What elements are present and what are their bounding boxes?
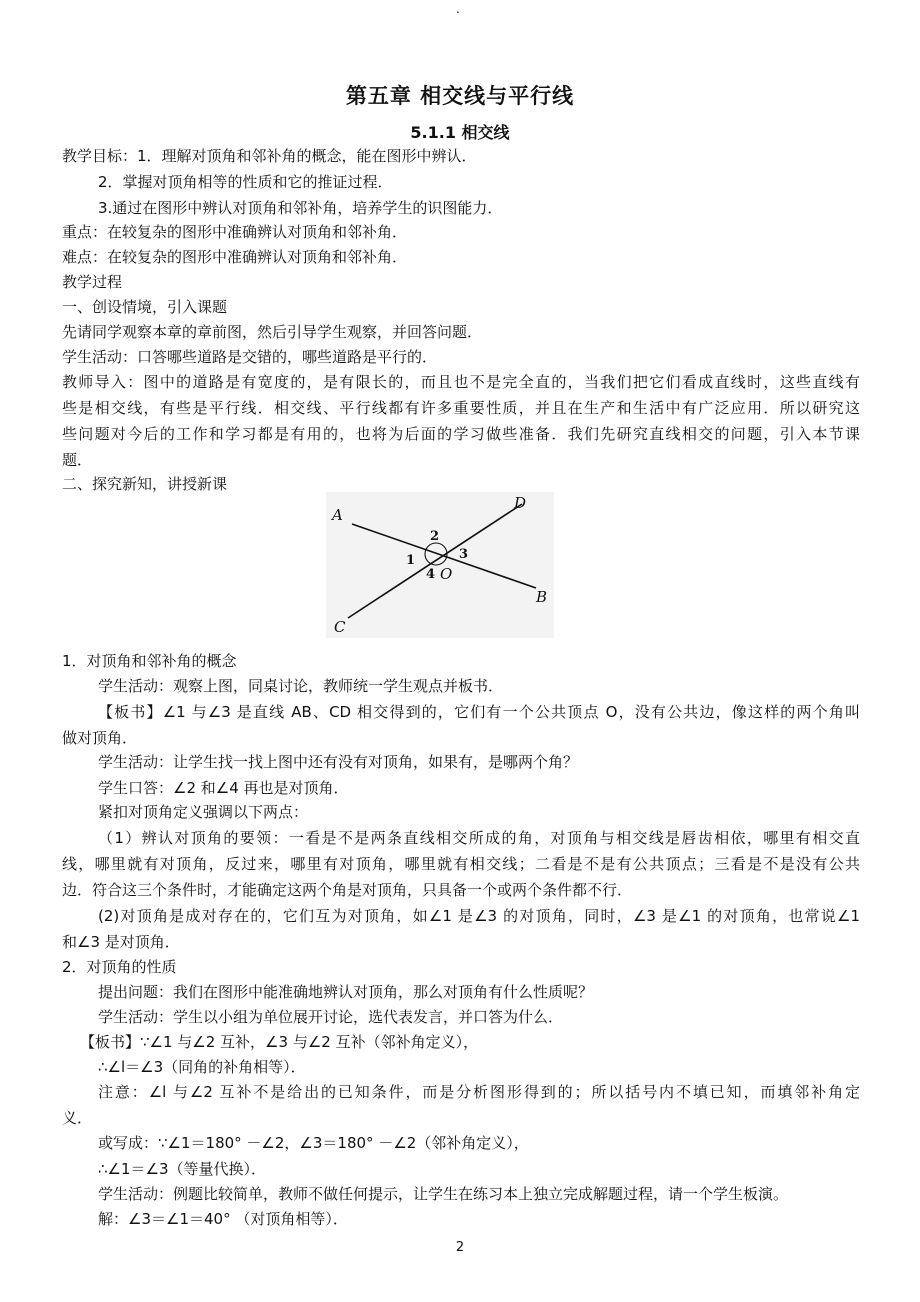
text-line: 紧扣对顶角定义强调以下两点： [98, 803, 309, 821]
intersecting-lines-figure [326, 492, 554, 638]
point-o-label: O [440, 565, 453, 583]
page-number: 2 [455, 1240, 465, 1255]
header-dot: . [456, 2, 460, 16]
text-line: 线，哪里就有对顶角，反过来，哪里有对顶角，哪里就有相交线；二看是不是有公共顶点；三看是不是没有公共 [62, 855, 860, 873]
text-line: 学生活动：例题比较简单，教师不做任何提示，让学生在练习本上独立完成解题过程，请一个学生板演。 [98, 1185, 789, 1203]
chapter-title: 第五章 相交线与平行线 [345, 84, 575, 108]
point-c-label: C [334, 618, 346, 636]
text-line: 教师导入：图中的道路是有宽度的，是有限长的，而且也不是完全直的，当我们把它们看成直线时，这些直线有 [62, 373, 860, 391]
text-line: 些是相交线，有些是平行线．相交线、平行线都有许多重要性质，并且在生产和生活中有广泛应用．所以研究这 [62, 399, 860, 417]
text-line: 【板书】∵∠1 与∠2 互补，∠3 与∠2 互补（邻补角定义）， [80, 1033, 479, 1051]
text-line: 重点：在较复杂的图形中准确辨认对顶角和邻补角． [62, 223, 408, 241]
section-title: 5.1.1 相交线 [410, 123, 510, 142]
text-line: ∴∠l＝∠3（同角的补角相等）． [98, 1058, 306, 1076]
text-line: 【板书】∠1 与∠3 是直线 AB、CD 相交得到的，它们有一个公共顶点 O，没有公共边，像这样的两个角叫 [98, 703, 860, 721]
text-line: 边．符合这三个条件时，才能确定这两个角是对顶角，只具备一个或两个条件都不行． [62, 881, 633, 899]
text-line: 学生活动：学生以小组为单位展开讨论，选代表发言，并口答为什么． [98, 1008, 564, 1026]
text-line: 教学过程 [62, 273, 123, 291]
text-line: 些问题对今后的工作和学习都是有用的，也将为后面的学习做些准备．我们先研究直线相交的问题，引入本节课 [62, 425, 860, 443]
text-line: 先请同学观察本章的章前图，然后引导学生观察，并回答问题． [62, 323, 483, 341]
text-line: 解：∠3＝∠1＝40° （对顶角相等）． [98, 1210, 348, 1228]
angle-4-label: 4 [426, 567, 436, 582]
text-line: 学生活动：让学生找一找上图中还有没有对顶角，如果有，是哪两个角？ [98, 753, 579, 771]
point-d-label: D [514, 494, 527, 512]
text-line: 2．对顶角的性质 [62, 958, 177, 976]
point-b-label: B [536, 588, 548, 606]
text-line: 学生活动：观察上图，同桌讨论，教师统一学生观点并板书． [98, 677, 504, 695]
angle-3-label: 3 [459, 547, 469, 562]
text-line: 或写成：∵∠1＝180° －∠2，∠3＝180° －∠2（邻补角定义）， [98, 1134, 529, 1152]
text-line: 2．掌握对顶角相等的性质和它的推证过程． [98, 173, 393, 191]
text-line: 一、创设情境，引入课题 [62, 298, 228, 316]
angle-1-label: 1 [406, 553, 416, 568]
text-line: 和∠3 是对顶角． [62, 933, 180, 951]
text-line: 二、探究新知，讲授新课 [62, 475, 228, 493]
point-a-label: A [332, 506, 343, 524]
text-line: （1）辨认对顶角的要领：一看是不是两条直线相交所成的角，对顶角与相交线是唇齿相依，哪里有相交直 [98, 829, 860, 847]
line-cd [348, 504, 522, 618]
text-line: (2)对顶角是成对存在的，它们互为对顶角，如∠1 是∠3 的对顶角，同时，∠3 是∠1 的对顶角，也常说∠1 [98, 907, 860, 925]
text-line: 注意：∠l 与∠2 互补不是给出的已知条件，而是分析图形得到的；所以括号内不填已知，而填邻补角定 [98, 1083, 860, 1101]
text-line: 3.通过在图形中辨认对顶角和邻补角，培养学生的识图能力． [98, 199, 503, 217]
text-line: 学生活动：口答哪些道路是交错的，哪些道路是平行的． [62, 348, 438, 366]
text-line: 做对顶角． [62, 729, 138, 747]
text-line: 提出问题：我们在图形中能准确地辨认对顶角，那么对顶角有什么性质呢？ [98, 983, 594, 1001]
text-line: 义． [62, 1109, 93, 1127]
angle-2-label: 2 [430, 529, 440, 544]
text-line: 难点：在较复杂的图形中准确辨认对顶角和邻补角． [62, 248, 408, 266]
text-line: 学生口答：∠2 和∠4 再也是对顶角． [98, 779, 349, 797]
text-line: 1．对顶角和邻补角的概念 [62, 652, 237, 670]
text-line: ∴∠1＝∠3（等量代换）． [98, 1160, 267, 1178]
text-line: 教学目标：1．理解对顶角和邻补角的概念，能在图形中辨认． [62, 147, 477, 165]
text-line: 题． [62, 451, 93, 469]
